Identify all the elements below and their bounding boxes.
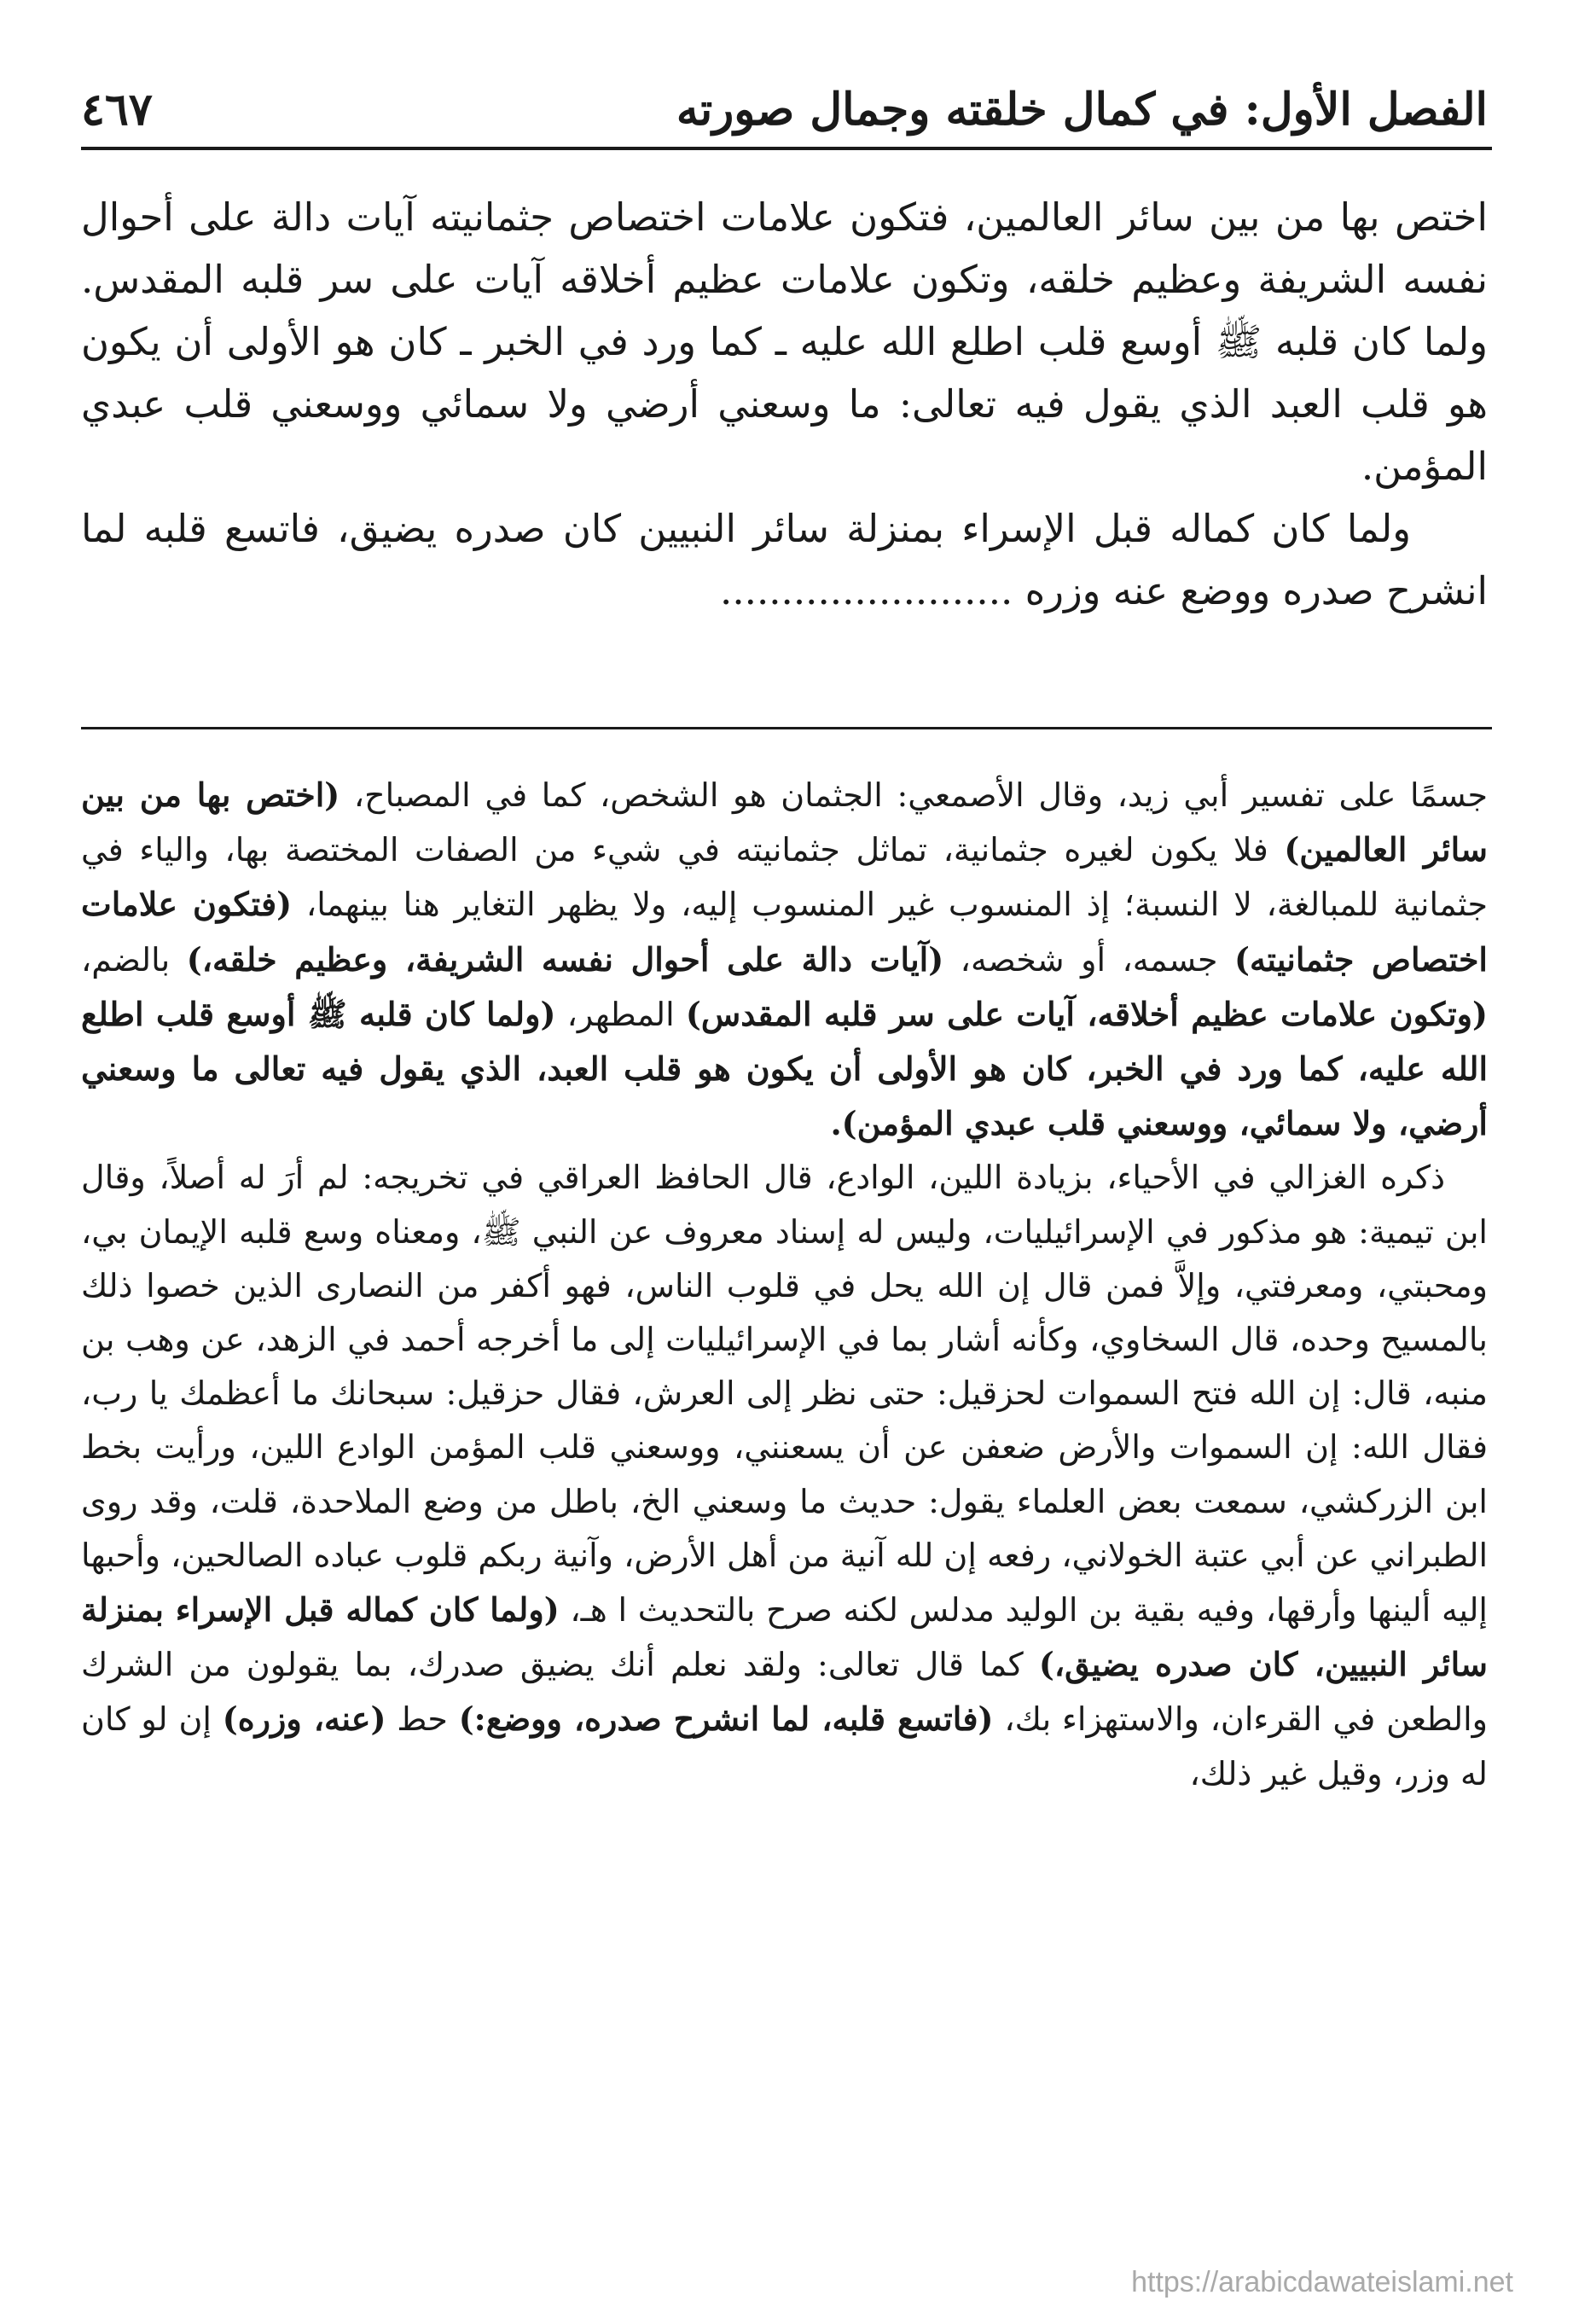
commentary-paragraph-2 — [81, 1151, 1488, 1800]
chapter-title: الفصل الأول: في كمال خلقته وجمال صورته — [676, 83, 1488, 136]
commentary-segment: بالضم، — [81, 940, 187, 979]
watermark-url: https://arabicdawateislami.net — [1131, 2266, 1513, 2298]
quoted-matn: (اختص بها من بين سائر العالمين) — [81, 776, 1488, 869]
quoted-matn: (وتكون علامات عظيم أخلاقه، آيات على سر قلبه المقدس) — [685, 994, 1488, 1033]
quoted-matn: (ولما كان كماله قبل الإسراء بمنزلة سائر النبيين، كان صدره يضيق،) — [81, 1590, 1488, 1684]
commentary-segment: حط — [386, 1700, 459, 1739]
quoted-matn: (آيات دالة على أحوال نفسه الشريفة، وعظيم خلقه،) — [186, 939, 944, 979]
main-paragraph-1: اختص بها من بين سائر العالمين، فتكون علامات اختصاص جثمانيته آيات دالة على أحوال نفسه الشريفة وعظيم خلقه، وتكون علامات عظيم أخلاقه آيات على سر قلبه المقدس. ولما كان قلبه ﷺ أوسع قلب اطلع الله عليه ـ كما ورد في الخبر ـ كان هو الأولى أن يكون هو قلب العبد الذي يقول فيه تعالى: ما وسعني أرضي ولا سمائي ووسعني قلب عبدي المؤمن. — [81, 195, 1489, 489]
main-paragraph-2: ولما كان كماله قبل الإسراء بمنزلة سائر النبيين كان صدره يضيق، فاتسع قلبه لما انشرح صدره ووضع عنه وزره ........................ — [81, 506, 1488, 613]
running-head — [81, 75, 1488, 143]
header-rule — [81, 147, 1492, 150]
quoted-matn: (فاتسع قلبه، لما انشرح صدره، ووضع:) — [458, 1699, 994, 1739]
commentary-segment: جسمه، أو شخصه، — [943, 940, 1234, 979]
separator-rule — [81, 727, 1492, 729]
quoted-matn: (فتكون علامات اختصاص جثمانيته) — [81, 885, 1488, 979]
commentary-segment: كما قال تعالى: ولقد نعلم أنك يضيق صدرك، بما يقولون من الشرك والطعن في القرءان، والاستهزاء بك، — [81, 1646, 1488, 1739]
page-number: ٤٦٧ — [81, 83, 153, 136]
main-text — [81, 186, 1488, 622]
quoted-matn: (عنه، وزره) — [222, 1699, 386, 1739]
commentary-segment: جسمًا على تفسير أبي زيد، وقال الأصمعي: الجثمان هو الشخص، كما في المصباح، — [340, 776, 1488, 814]
commentary-segment: فلا يكون لغيره جثمانية، تماثل جثمانيته في شيء من الصفات المختصة بها، والياء في جثمانية للمبالغة، لا النسبة؛ إذ المنسوب غير المنسوب إليه، ولا يظهر التغاير هنا بينهما، — [81, 831, 1488, 924]
commentary-segment: إن لو كان له وزر، وقيل غير ذلك، — [81, 1700, 1488, 1792]
commentary-paragraph-1 — [81, 768, 1488, 1151]
commentary — [81, 768, 1488, 1801]
commentary-segment: ذكره الغزالي في الأحياء، بزيادة اللين، الوادع، قال الحافظ العراقي في تخريجه: لم أرَ له أصلاً، وقال ابن تيمية: هو مذكور في الإسرائيليات، وليس له إسناد معروف عن النبي ﷺ، ومعناه وسع قلبه الإيمان بي، ومحبتي، ومعرفتي، وإلاَّ فمن قال إن الله يحل في قلوب الناس، فهو أكفر من النصارى الذين خصوا ذلك بالمسيح وحده، قال السخاوي، وكأنه أشار بما في الإسرائيليات إلى ما أخرجه أحمد في الزهد، عن وهب بن منبه، قال: إن الله فتح السموات لحزقيل: حتى نظر إلى العرش، فقال حزقيل: سبحانك ما أعظمك يا رب، فقال الله: إن السموات والأرض ضعفن عن أن يسعنني، ووسعني قلب المؤمن الوادع اللين، ورأيت بخط ابن الزركشي، سمعت بعض العلماء يقول: حديث ما وسعني الخ، باطل من وضع الملاحدة، قلت، وقد روى الطبراني عن أبي عتبة الخولاني، رفعه إن لله آنية من أهل الأرض، وآنية ربكم قلوب عباده الصالحين، وأحبها إليه ألينها وأرقها، وفيه بقية بن الوليد مدلس لكنه صرح بالتحديث ا هـ، — [80, 1159, 1488, 1630]
quoted-matn: (ولما كان قلبه ﷺ أوسع قلب اطلع الله عليه، كما ورد في الخبر، كان هو الأولى أن يكون هو قلب العبد، الذي يقول فيه تعالى ما وسعني أرضي، ولا سمائي، ووسعني قلب عبدي المؤمن). — [81, 994, 1488, 1143]
commentary-segment: المطهر، — [555, 995, 686, 1033]
